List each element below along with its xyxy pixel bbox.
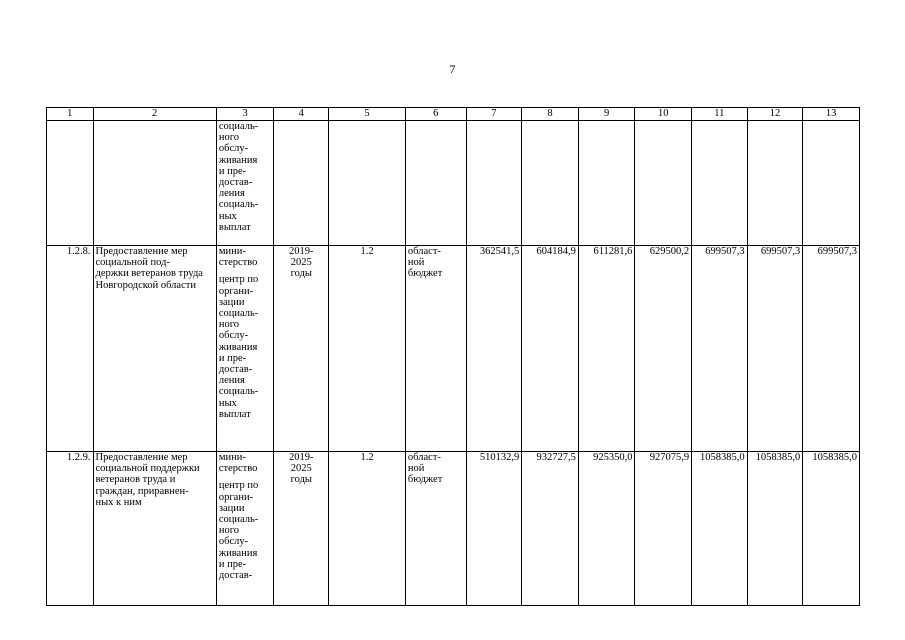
cell-number	[47, 121, 94, 246]
cell-years: 2019- 2025 годы	[274, 452, 329, 606]
executor-bottom: центр по органи- зации социаль- ного обслу- живания и пре- достав-	[218, 480, 259, 582]
column-header: 9	[578, 108, 635, 121]
cell-executor	[216, 121, 274, 246]
cell-value: 604184,9	[522, 246, 579, 452]
table-row	[47, 121, 860, 246]
column-header: 7	[466, 108, 522, 121]
column-header: 4	[274, 108, 329, 121]
cell-name: Предоставление мер социальной поддержки ветеранов труда и граждан, приравнен- ных к ним	[93, 452, 216, 606]
program-table	[46, 107, 860, 606]
cell-value	[803, 121, 860, 246]
header-row	[47, 108, 860, 121]
cell-value	[692, 121, 748, 246]
cell-value: 1058385,0	[803, 452, 860, 606]
cell-value: 1058385,0	[692, 452, 748, 606]
cell-value: 927075,9	[635, 452, 692, 606]
cell-indicator: 1.2	[329, 452, 406, 606]
cell-value: 510132,9	[466, 452, 522, 606]
column-header: 6	[405, 108, 466, 121]
table-row	[47, 246, 860, 452]
column-header: 5	[329, 108, 406, 121]
cell-indicator: 1.2	[329, 246, 406, 452]
executor-bottom: центр по органи- зации социаль- ного обслу- живания и пре- достав- ления социаль- ных выплат	[218, 274, 259, 420]
cell-number: 1.2.8.	[47, 246, 94, 452]
cell-value: 629500,2	[635, 246, 692, 452]
cell-executor	[216, 246, 274, 452]
cell-value: 699507,3	[747, 246, 803, 452]
page-number: 7	[449, 62, 456, 76]
cell-value: 925350,0	[578, 452, 635, 606]
column-header: 10	[635, 108, 692, 121]
column-header: 1	[47, 108, 94, 121]
cell-value: 699507,3	[692, 246, 748, 452]
executor-top: мини- стерство	[218, 246, 258, 269]
column-header: 13	[803, 108, 860, 121]
cell-value: 1058385,0	[747, 452, 803, 606]
cell-years: 2019- 2025 годы	[274, 246, 329, 452]
cell-source: област- ной бюджет	[405, 246, 466, 452]
column-header: 11	[692, 108, 748, 121]
cell-number: 1.2.9.	[47, 452, 94, 606]
executor-top: мини- стерство	[218, 452, 258, 475]
cell-value	[466, 121, 522, 246]
cell-indicator	[329, 121, 406, 246]
cell-value	[747, 121, 803, 246]
cell-value: 699507,3	[803, 246, 860, 452]
cell-years	[274, 121, 329, 246]
cell-value: 362541,5	[466, 246, 522, 452]
cell-value: 611281,6	[578, 246, 635, 452]
cell-source: област- ной бюджет	[405, 452, 466, 606]
cell-executor	[216, 452, 274, 606]
column-header: 3	[216, 108, 274, 121]
executor-bottom: социаль- ного обслу- живания и пре- достав- ления социаль- ных выплат	[218, 121, 259, 233]
table-row	[47, 452, 860, 606]
column-header: 8	[522, 108, 579, 121]
cell-value: 932727,5	[522, 452, 579, 606]
cell-value	[635, 121, 692, 246]
column-header: 2	[93, 108, 216, 121]
cell-name	[93, 121, 216, 246]
cell-name: Предоставление мер социальной под- держки ветеранов труда Новгородской области	[93, 246, 216, 452]
cell-source	[405, 121, 466, 246]
cell-value	[522, 121, 579, 246]
column-header: 12	[747, 108, 803, 121]
cell-value	[578, 121, 635, 246]
